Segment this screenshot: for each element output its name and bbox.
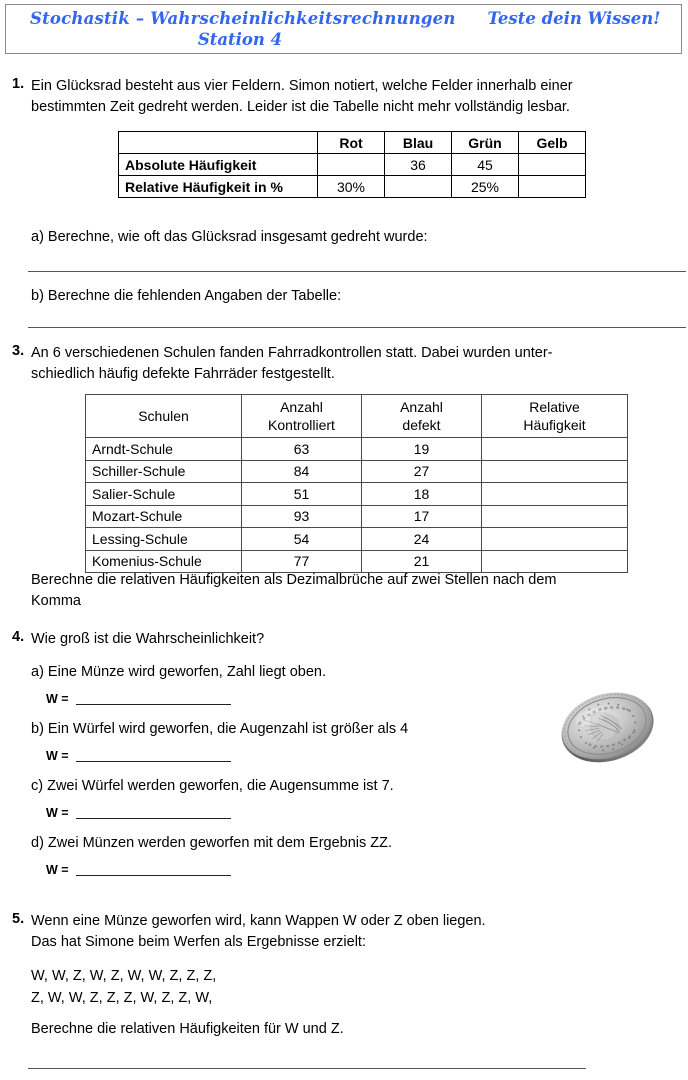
answer-line-5[interactable] (28, 1068, 586, 1069)
column-header-relative-line1: Relative (529, 399, 580, 415)
question-3-text-line2: schiedlich häufig defekte Fahrräder festgestellt. (31, 366, 335, 382)
coin-results-line1: W, W, Z, W, Z, W, W, Z, Z, Z, (31, 968, 217, 984)
question-3-number: 3. (12, 343, 25, 359)
cell-kontrolliert-2: 51 (242, 483, 362, 506)
answer-line-4c[interactable] (76, 818, 231, 819)
question-5-instruction: Berechne die relativen Häufigkeiten für W und Z. (31, 1021, 344, 1037)
page-tagline: Teste dein Wissen! (487, 9, 661, 28)
question-4-number: 4. (12, 629, 25, 645)
table-corner-cell (119, 132, 318, 154)
column-header-gelb: Gelb (519, 132, 586, 154)
answer-label-4d: W = (46, 863, 69, 877)
cell-relative-0[interactable] (482, 438, 628, 461)
column-header-relative-line2: Häufigkeit (523, 417, 586, 433)
cell-defekt-2: 18 (362, 483, 482, 506)
question-4c-text: c) Zwei Würfel werden geworfen, die Augensumme ist 7. (31, 778, 394, 794)
question-4a-text: a) Eine Münze wird geworfen, Zahl liegt oben. (31, 664, 326, 680)
column-header-relative (482, 395, 628, 438)
cell-school-4: Lessing-Schule (86, 528, 242, 551)
table-row (86, 483, 628, 506)
column-header-defekt-line2: defekt (402, 417, 441, 433)
answer-line-4b[interactable] (76, 761, 231, 762)
schulen-table (85, 394, 628, 573)
gluecksrad-table (118, 131, 586, 198)
question-3-text-line1: An 6 verschiedenen Schulen fanden Fahrradkontrollen statt. Dabei wurden unter- (31, 345, 553, 361)
cell-relative-gruen[interactable]: 25% (452, 176, 519, 198)
page-title-line2: Station 4 (197, 30, 283, 49)
question-4-text: Wie groß ist die Wahrscheinlichkeit? (31, 631, 265, 647)
question-5-text-line1: Wenn eine Münze geworfen wird, kann Wappen W oder Z oben liegen. (31, 913, 486, 929)
cell-kontrolliert-1: 84 (242, 460, 362, 483)
coin-illustration (551, 676, 663, 776)
cell-absolute-gruen[interactable]: 45 (452, 154, 519, 176)
cell-school-1: Schiller-Schule (86, 460, 242, 483)
table-row (119, 176, 586, 198)
cell-kontrolliert-0: 63 (242, 438, 362, 461)
cell-relative-gelb[interactable] (519, 176, 586, 198)
answer-label-4c: W = (46, 806, 69, 820)
table-row (86, 460, 628, 483)
cell-absolute-gelb[interactable] (519, 154, 586, 176)
answer-line-4d[interactable] (76, 875, 231, 876)
cell-absolute-blau[interactable]: 36 (385, 154, 452, 176)
column-header-defekt (362, 395, 482, 438)
cell-school-3: Mozart-Schule (86, 505, 242, 528)
cell-defekt-1: 27 (362, 460, 482, 483)
column-header-rot: Rot (318, 132, 385, 154)
column-header-schulen-line1: Schulen (138, 408, 189, 424)
answer-label-4a: W = (46, 692, 69, 706)
cell-relative-4[interactable] (482, 528, 628, 551)
column-header-kontrolliert (242, 395, 362, 438)
question-5-text-line2: Das hat Simone beim Werfen als Ergebnisse erzielt: (31, 934, 366, 950)
question-5-number: 5. (12, 911, 25, 927)
question-4b-text: b) Ein Würfel wird geworfen, die Augenzahl ist größer als 4 (31, 721, 409, 737)
coin-icon (551, 676, 663, 776)
cell-kontrolliert-5: 77 (242, 550, 362, 573)
coin-results-line2: Z, W, W, Z, Z, Z, W, Z, Z, W, (31, 990, 213, 1006)
cell-relative-blau[interactable] (385, 176, 452, 198)
question-1b-text: b) Berechne die fehlenden Angaben der Tabelle: (31, 288, 342, 304)
table-row (86, 438, 628, 461)
cell-relative-2[interactable] (482, 483, 628, 506)
table-row (86, 528, 628, 551)
cell-school-0: Arndt-Schule (86, 438, 242, 461)
cell-relative-rot[interactable]: 30% (318, 176, 385, 198)
cell-defekt-5: 21 (362, 550, 482, 573)
column-header-schulen (86, 395, 242, 438)
answer-line-1a[interactable] (28, 271, 686, 272)
row-label-absolute: Absolute Häufigkeit (119, 154, 318, 176)
question-3-instruction-line1: Berechne die relativen Häufigkeiten als Dezimalbrüche auf zwei Stellen nach dem (31, 572, 557, 588)
answer-label-4b: W = (46, 749, 69, 763)
cell-defekt-3: 17 (362, 505, 482, 528)
cell-defekt-0: 19 (362, 438, 482, 461)
column-header-kontrolliert-line2: Kontrolliert (268, 417, 335, 433)
table-row (119, 154, 586, 176)
row-label-relative: Relative Häufigkeit in % (119, 176, 318, 198)
page-title-line1: Stochastik – Wahrscheinlichkeitsrechnungen (30, 9, 456, 28)
question-1-text-line2: bestimmten Zeit gedreht werden. Leider ist die Tabelle nicht mehr vollständig lesbar. (31, 99, 570, 115)
cell-defekt-4: 24 (362, 528, 482, 551)
answer-line-1b[interactable] (28, 327, 686, 328)
cell-absolute-rot[interactable] (318, 154, 385, 176)
cell-school-2: Salier-Schule (86, 483, 242, 506)
column-header-defekt-line1: Anzahl (400, 399, 443, 415)
header-banner (5, 4, 682, 54)
question-1-text-line1: Ein Glücksrad besteht aus vier Feldern. Simon notiert, welche Felder innerhalb einer (31, 78, 573, 94)
question-3-instruction-line2: Komma (31, 593, 81, 609)
table-header-row (119, 132, 586, 154)
question-1a-text: a) Berechne, wie oft das Glücksrad insgesamt gedreht wurde: (31, 229, 428, 245)
cell-kontrolliert-4: 54 (242, 528, 362, 551)
cell-relative-1[interactable] (482, 460, 628, 483)
table-header-row (86, 395, 628, 438)
question-4d-text: d) Zwei Münzen werden geworfen mit dem Ergebnis ZZ. (31, 835, 393, 851)
answer-line-4a[interactable] (76, 704, 231, 705)
question-1-number: 1. (12, 76, 25, 92)
column-header-gruen: Grün (452, 132, 519, 154)
column-header-blau: Blau (385, 132, 452, 154)
cell-kontrolliert-3: 93 (242, 505, 362, 528)
cell-school-5: Komenius-Schule (86, 550, 242, 573)
cell-relative-3[interactable] (482, 505, 628, 528)
table-row (86, 505, 628, 528)
column-header-kontrolliert-line1: Anzahl (280, 399, 323, 415)
